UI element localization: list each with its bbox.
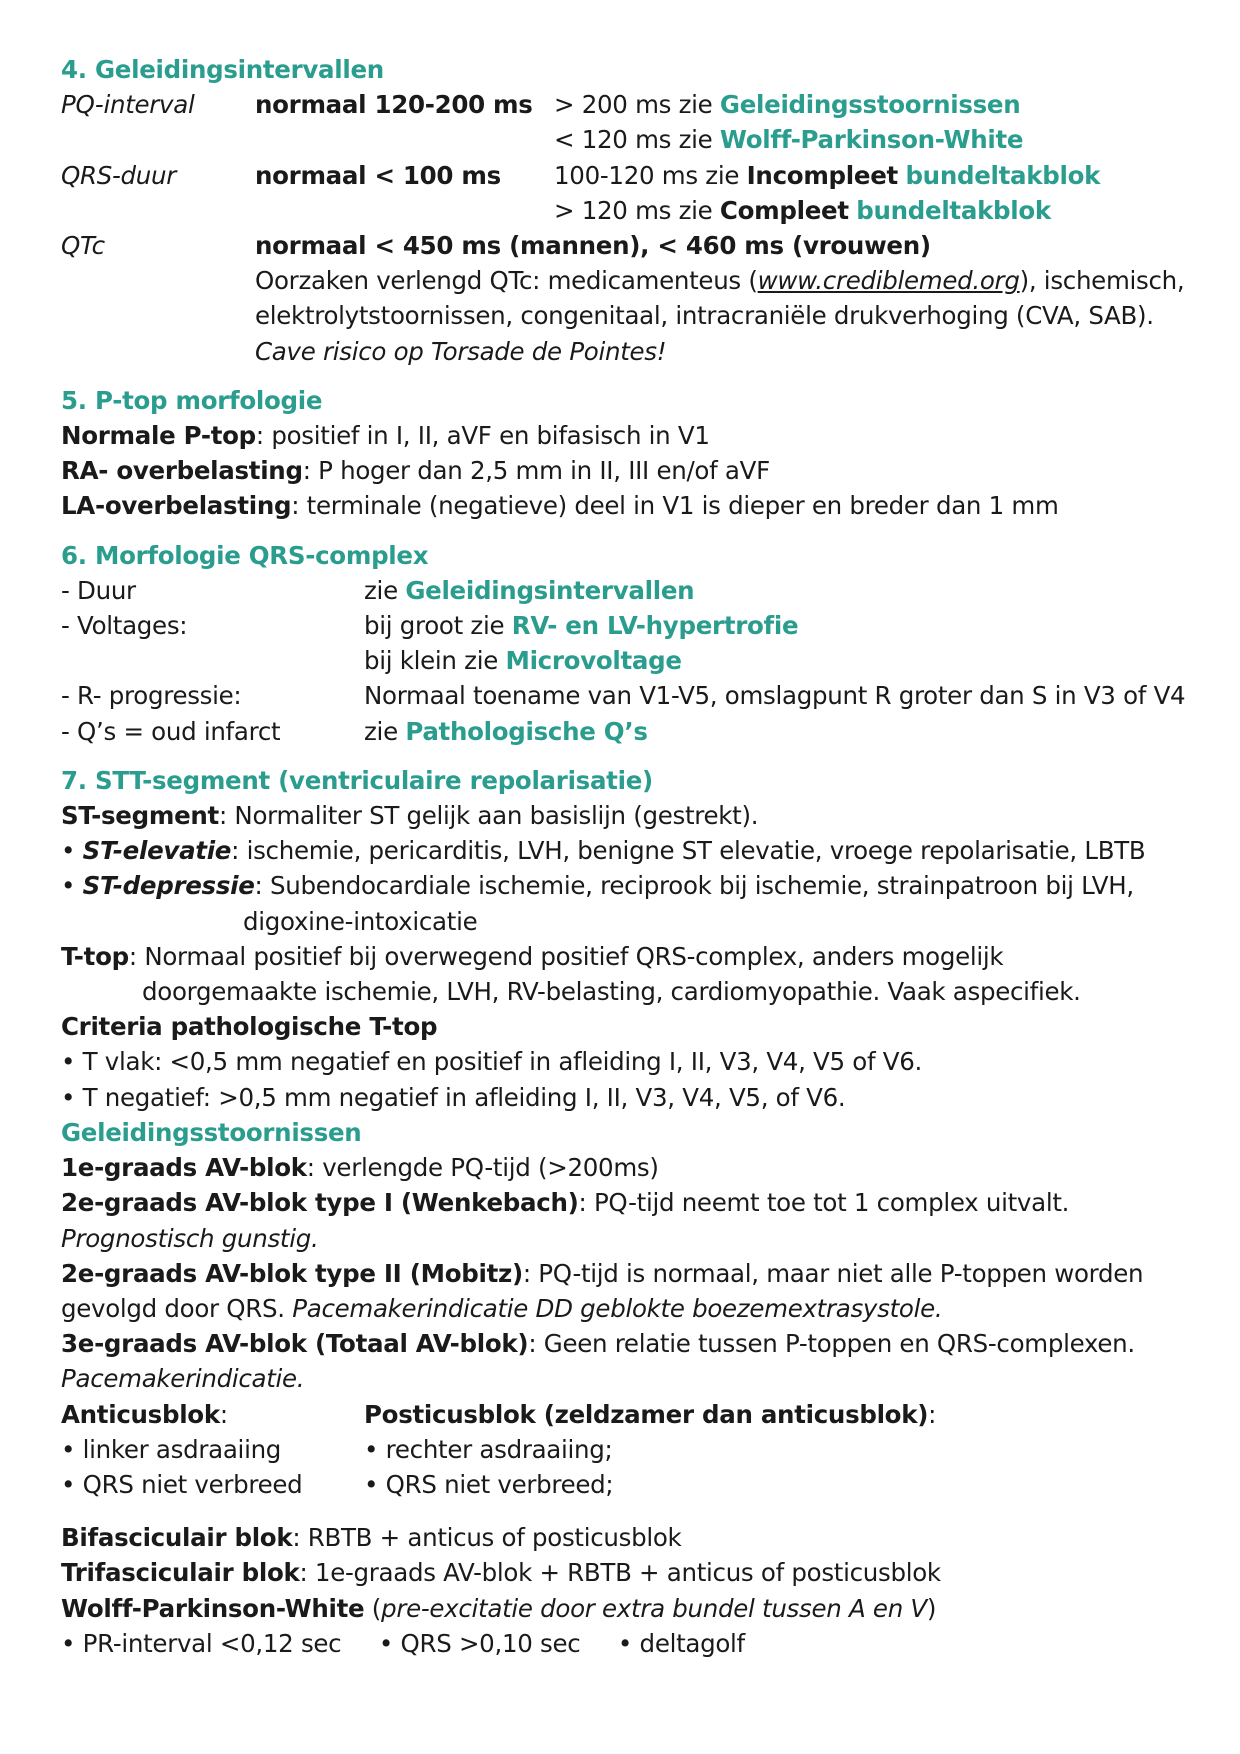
text: 100-120 ms zie (554, 160, 747, 190)
section-geleidingsstoornissen (61, 1115, 1201, 1661)
av2b-line (61, 1256, 1201, 1291)
qtc-row (61, 228, 1201, 369)
wpw-line (61, 1591, 1201, 1626)
link-crediblemed[interactable]: www.crediblemed.org (757, 266, 1020, 296)
text: : Subendocardiale ischemie, reciprook bij ischemie, strainpatroon bij LVH, (254, 871, 1134, 901)
anticusblok-head (61, 1397, 364, 1432)
text-bold: Compleet (719, 195, 849, 225)
link-wpw[interactable]: Wolff-Parkinson-White (719, 125, 1024, 155)
term: ST-elevatie (82, 836, 232, 866)
row-label: - Voltages: (61, 611, 188, 641)
text: : ischemie, pericarditis, LVH, benigne ST elevatie, vroege repolarisatie, LBTB (231, 836, 1146, 866)
row-label: - Duur (61, 575, 136, 605)
term: 2e-graads AV-blok type I (Wenkebach) (61, 1188, 579, 1218)
list-item: • rechter asdraaiing; (364, 1434, 613, 1464)
st-segment-line (61, 798, 1201, 833)
term: 2e-graads AV-blok type II (Mobitz) (61, 1258, 523, 1288)
qrs-label: QRS-duur (61, 160, 176, 190)
qtc-causes (255, 263, 1201, 298)
text: : RBTB + anticus of posticusblok (292, 1523, 682, 1553)
criteria-item: • T negatief: >0,5 mm negatief in afleiding I, II, V3, V4, V5, of V6. (61, 1082, 846, 1112)
term: Anticusblok (61, 1399, 220, 1429)
text: : P hoger dan 2,5 mm in II, III en/of aVF (302, 456, 770, 486)
voltage-line (364, 643, 1201, 678)
text: : Geen relatie tussen P-toppen en QRS-complexen. (528, 1329, 1135, 1359)
section-heading: 4. Geleidingsintervallen (61, 55, 384, 84)
text-bold: Incompleet (746, 160, 898, 190)
text: zie (364, 575, 406, 605)
section-heading: 5. P-top morfologie (61, 385, 323, 415)
term: 1e-graads AV-blok (61, 1153, 307, 1183)
st-depressie-line: • ST-depressie: Subendocardiale ischemie, reciprook bij ischemie, strainpatroon bij LVH, (61, 871, 1134, 901)
term: ST-depressie (82, 871, 255, 901)
row-value (364, 573, 1201, 608)
list-item: • QRS niet verbreed (61, 1469, 303, 1499)
text: : verlengde PQ-tijd (>200ms) (306, 1153, 659, 1183)
st-elevatie-line: • ST-elevatie: ischemie, pericarditis, LVH, benigne ST elevatie, vroege repolarisatie, LBTB (61, 836, 1146, 866)
st-depressie-cont: digoxine-intoxicatie (243, 906, 478, 936)
link-microvoltage[interactable]: Microvoltage (505, 646, 682, 676)
pq-line-2 (554, 122, 1201, 157)
term: RA- overbelasting (61, 456, 303, 486)
text: : 1e-graads AV-blok + RBTB + anticus of posticusblok (299, 1558, 941, 1588)
row-value: Normaal toename van V1-V5, omslagpunt R groter dan S in V3 of V4 (364, 681, 1186, 711)
text-italic: pre-excitatie door extra bundel tussen A en V (381, 1593, 927, 1623)
pq-detail (554, 87, 1201, 157)
t-top-cont: doorgemaakte ischemie, LVH, RV-belasting, cardiomyopathie. Vaak aspecifiek. (142, 977, 1081, 1007)
note: Pacemakerindicatie DD geblokte boezemextrasystole. (292, 1293, 943, 1323)
posticusblok-head (364, 1397, 1201, 1432)
av3-note: Pacemakerindicatie. (61, 1364, 305, 1394)
av1-line (61, 1150, 1201, 1185)
qtc-causes-2: elektrolytstoornissen, congenitaal, intracraniële drukverhoging (CVA, SAB). (255, 301, 1154, 331)
section-heading: 7. STT-segment (ventriculaire repolarisatie) (61, 765, 653, 795)
term: Wolff-Parkinson-White (61, 1593, 365, 1623)
criteria-heading: Criteria pathologische T-top (61, 1012, 438, 1042)
r-progressie-row (61, 678, 1201, 713)
q-row (61, 714, 1201, 749)
av2a-line (61, 1185, 1201, 1220)
text: Oorzaken verlengd QTc: medicamenteus ( (255, 266, 758, 296)
text: : Normaal positief bij overwegend positief QRS-complex, anders mogelijk (128, 941, 1004, 971)
qrs-line-2 (554, 193, 1201, 228)
text: ( (364, 1593, 382, 1623)
link-geleidingsstoornissen[interactable]: Geleidingsstoornissen (719, 90, 1021, 120)
link-hypertrofie[interactable]: RV- en LV-hypertrofie (511, 611, 799, 641)
qtc-label: QTc (61, 231, 105, 261)
row-value (364, 714, 1201, 749)
qrs-normal: normaal < 100 ms (255, 160, 501, 190)
term: T-top (61, 941, 129, 971)
row-value (364, 608, 1201, 678)
link-bundeltakblok[interactable]: bundeltakblok (856, 195, 1051, 225)
section-stt-segment (61, 763, 1201, 1115)
text: : (928, 1399, 937, 1429)
qrs-row (61, 158, 1201, 228)
qrs-detail (554, 158, 1201, 228)
text: > 120 ms zie (554, 195, 720, 225)
text: : Normaliter ST gelijk aan basislijn (gestrekt). (218, 801, 759, 831)
av2b-line-2 (61, 1291, 1201, 1326)
bifasciculair-line (61, 1520, 1201, 1555)
document-page (61, 52, 1201, 1661)
term: ST-segment (61, 801, 219, 831)
text: ) (926, 1593, 937, 1623)
pq-line-1 (554, 87, 1201, 122)
anticusblok-col (61, 1397, 364, 1503)
row-label: - R- progressie: (61, 681, 242, 711)
qrs-line-1 (554, 158, 1201, 193)
term: Trifasciculair blok (61, 1558, 300, 1588)
t-top-line (61, 939, 1201, 974)
duur-row (61, 573, 1201, 608)
section-qrs-morfologie (61, 538, 1201, 749)
p-line (61, 488, 1201, 523)
term: 3e-graads AV-blok (Totaal AV-blok) (61, 1329, 529, 1359)
text: bij klein zie (364, 646, 506, 676)
fascicle-blocks (61, 1397, 1201, 1503)
section-heading: 6. Morfologie QRS-complex (61, 540, 429, 570)
row-label: - Q’s = oud infarct (61, 716, 281, 746)
term: Bifasciculair blok (61, 1523, 293, 1553)
term: Normale P-top (61, 421, 256, 451)
qtc-detail (255, 228, 1201, 369)
text: gevolgd door QRS. (61, 1293, 293, 1323)
list-item: • deltagolf (617, 1628, 745, 1658)
voltage-line (364, 608, 1201, 643)
pq-row (61, 87, 1201, 157)
p-line (61, 418, 1201, 453)
text: ), ischemisch, (1019, 266, 1185, 296)
spacer (61, 1502, 1201, 1520)
text: : PQ-tijd neemt toe tot 1 complex uitvalt. (578, 1188, 1070, 1218)
list-item: • QRS niet verbreed; (364, 1469, 614, 1499)
link-pathologische-q[interactable]: Pathologische Q’s (405, 716, 648, 746)
text: : PQ-tijd is normaal, maar niet alle P-toppen worden (522, 1258, 1144, 1288)
link-geleidingsintervallen[interactable]: Geleidingsintervallen (405, 575, 695, 605)
text: : positief in I, II, aVF en bifasisch in V1 (255, 421, 710, 451)
section-heading: Geleidingsstoornissen (61, 1117, 362, 1147)
qtc-warning: Cave risico op Torsade de Pointes! (255, 336, 667, 366)
list-item: • PR-interval <0,12 sec (61, 1628, 342, 1658)
qtc-normal: normaal < 450 ms (mannen), < 460 ms (vrouwen) (255, 231, 931, 261)
av2a-note: Prognostisch gunstig. (61, 1223, 319, 1253)
pq-label: PQ-interval (61, 90, 195, 120)
text: > 200 ms zie (554, 90, 720, 120)
text: : (219, 1399, 228, 1429)
list-item: • QRS >0,10 sec (378, 1628, 581, 1658)
text: bij groot zie (364, 611, 512, 641)
posticusblok-col (364, 1397, 1201, 1503)
term: Posticusblok (zeldzamer dan anticusblok) (364, 1399, 929, 1429)
pq-normal: normaal 120-200 ms (255, 90, 533, 120)
section-geleidingsintervallen (61, 52, 1201, 369)
link-bundeltakblok[interactable]: bundeltakblok (905, 160, 1101, 190)
text: < 120 ms zie (554, 125, 720, 155)
term: LA-overbelasting (61, 491, 292, 521)
section-p-top (61, 383, 1201, 524)
wpw-criteria (61, 1626, 1201, 1661)
trifasciculair-line (61, 1555, 1201, 1590)
text: : terminale (negatieve) deel in V1 is dieper en breder dan 1 mm (291, 491, 1059, 521)
p-line (61, 453, 1201, 488)
text: zie (364, 716, 406, 746)
voltages-row (61, 608, 1201, 678)
av3-line (61, 1326, 1201, 1361)
criteria-item: • T vlak: <0,5 mm negatief en positief in afleiding I, II, V3, V4, V5 of V6. (61, 1047, 923, 1077)
list-item: • linker asdraaiing (61, 1434, 282, 1464)
